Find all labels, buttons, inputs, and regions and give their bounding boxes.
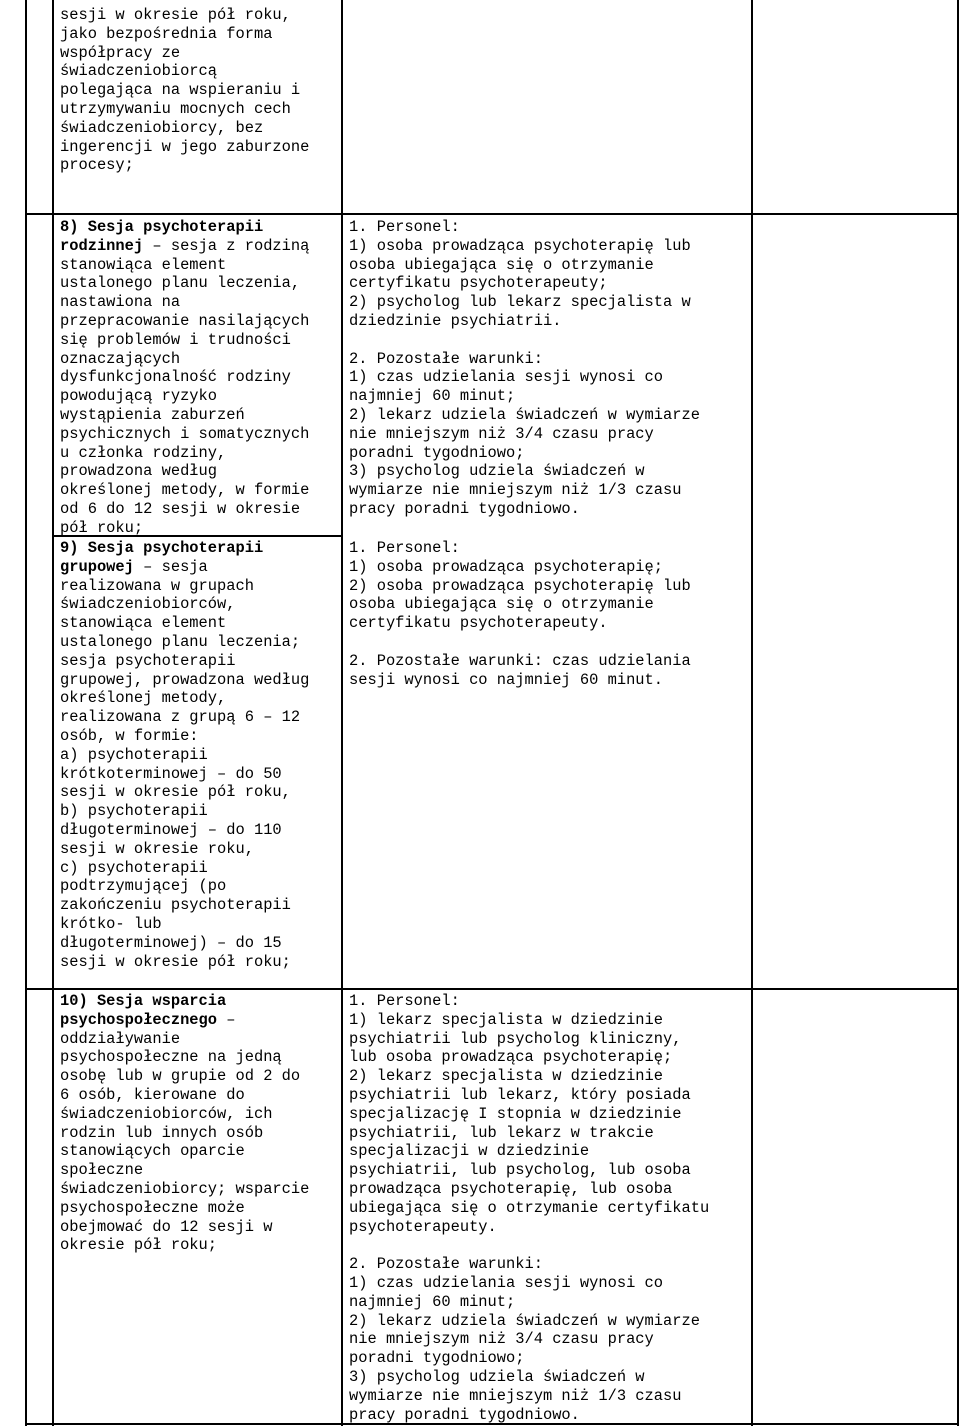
text-line [60, 368, 309, 387]
text-line [60, 1199, 309, 1218]
text-line [349, 1255, 709, 1274]
text-run: świadczeniobiorcy, bez [60, 118, 264, 137]
text-line [60, 953, 309, 972]
text-run: stanowiąca element [60, 255, 227, 274]
text-line [60, 783, 309, 802]
text-run: pracy poradni tygodniowo. [349, 499, 580, 518]
text-run: 2) lekarz specjalista w dziedzinie [349, 1067, 664, 1086]
text-run: realizowana z grupą 6 – 12 [60, 708, 301, 727]
text-line [60, 218, 309, 237]
text-run: wymiarze nie mniejszym niż 1/3 czasu [349, 481, 682, 500]
text-run: 3) psycholog udziela świadczeń w [349, 1367, 645, 1386]
text-run: ustalonego planu leczenia; [60, 632, 301, 651]
text-run: świadczeniobiorców, ich [60, 1104, 273, 1123]
text-run: dysfunkcjonalność rodziny [60, 368, 291, 387]
text-line [60, 1086, 309, 1105]
text-line [60, 633, 309, 652]
text-run: 2. Pozostałe warunki: czas udzielania [349, 651, 691, 670]
text-line [60, 1105, 309, 1124]
text-line [349, 425, 700, 444]
text-run: 1. Personel: [349, 539, 460, 557]
text-line [349, 481, 700, 500]
text-line [60, 1142, 309, 1161]
text-line [60, 237, 309, 256]
text-line [349, 1161, 709, 1180]
text-run: 1. Personel: [349, 992, 460, 1010]
text-run: pół roku; [60, 518, 144, 537]
row-2-description [60, 218, 309, 538]
text-run: długoterminowej) – do 15 [60, 933, 282, 952]
text-run: – [217, 1010, 236, 1029]
text-line [60, 6, 309, 25]
text-line [349, 1105, 709, 1124]
text-line [60, 500, 309, 519]
text-line [349, 256, 700, 275]
text-run: 2) lekarz udziela świadczeń w wymiarze [349, 405, 700, 424]
text-line [60, 1180, 309, 1199]
text-run: prowadzona według [60, 462, 218, 481]
text-line [349, 368, 700, 387]
text-line [60, 614, 309, 633]
text-line [349, 595, 691, 614]
text-run: 3) psycholog udziela świadczeń w [349, 462, 645, 481]
text-line [60, 350, 309, 369]
text-run: zakończeniu psychoterapii [60, 896, 291, 915]
text-line [349, 1387, 709, 1406]
text-line [349, 671, 691, 690]
text-line [349, 331, 700, 350]
text-line [60, 119, 309, 138]
text-run: sesji wynosi co najmniej 60 minut. [349, 670, 664, 689]
text-run: ingerencji w jego zaburzone [60, 137, 310, 156]
text-run: 2) psycholog lub lekarz specjalista w [349, 293, 691, 312]
text-run: osoba ubiegająca się o otrzymanie [349, 255, 654, 274]
text-run: rodzin lub innych osób [60, 1123, 264, 1142]
text-run: oddziaływanie [60, 1029, 181, 1048]
text-line [349, 992, 709, 1011]
text-line [60, 708, 309, 727]
text-line [60, 156, 309, 175]
text-line [60, 1161, 309, 1180]
text-run: realizowana w grupach [60, 576, 254, 595]
text-line [349, 577, 691, 596]
text-run: stanowiąca element [60, 614, 227, 633]
text-line [60, 652, 309, 671]
text-line [349, 1086, 709, 1105]
text-line [349, 462, 700, 481]
text-line [349, 237, 700, 256]
text-run: osoba ubiegająca się o otrzymanie [349, 595, 654, 614]
text-line [349, 652, 691, 671]
text-run: nastawiona na [60, 293, 181, 312]
text-line [60, 293, 309, 312]
text-run: krótkoterminowej – do 50 [60, 764, 282, 783]
text-line [60, 558, 309, 577]
text-line [60, 1048, 309, 1067]
text-line [349, 1030, 709, 1049]
text-run: psychoterapeuty. [349, 1217, 497, 1236]
text-line [60, 387, 309, 406]
text-line [349, 558, 691, 577]
text-run: przepracowanie nasilających [60, 311, 310, 330]
text-line [60, 1011, 309, 1030]
text-line [60, 25, 309, 44]
text-line [60, 934, 309, 953]
text-line [60, 81, 309, 100]
text-line [60, 577, 309, 596]
text-run: 1) czas udzielania sesji wynosi co [349, 368, 664, 387]
text-run: wymiarze nie mniejszym niż 1/3 czasu [349, 1386, 682, 1405]
text-line [60, 1124, 309, 1143]
text-run: 1) osoba prowadząca psychoterapię lub [349, 236, 691, 255]
text-run: a) psychoterapii [60, 745, 208, 764]
text-run: ubiegająca się o otrzymanie certyfikatu [349, 1198, 710, 1217]
text-run: specjalizacji w dziedzinie [349, 1142, 590, 1161]
text-line [349, 1011, 709, 1030]
text-run: 1. Personel: [349, 218, 460, 236]
text-run: długoterminowej – do 110 [60, 820, 282, 839]
text-line [349, 1180, 709, 1199]
text-line [60, 274, 309, 293]
text-run: sesji w okresie roku, [60, 839, 254, 858]
text-line [60, 689, 309, 708]
text-line [60, 1030, 309, 1049]
bold-term: grupowej [60, 557, 134, 576]
text-line [60, 444, 309, 463]
text-line [349, 1067, 709, 1086]
text-line [349, 312, 700, 331]
text-run: – sesja z rodziną [143, 236, 310, 255]
text-line [60, 859, 309, 878]
text-line [349, 444, 700, 463]
text-run: 2) osoba prowadząca psychoterapię lub [349, 576, 691, 595]
text-line [349, 1142, 709, 1161]
text-line [60, 915, 309, 934]
text-run: b) psychoterapii [60, 802, 208, 821]
text-run: psychospołeczne na jedną [60, 1048, 282, 1067]
text-run: certyfikatu psychoterapeuty. [349, 614, 608, 633]
text-run: – sesja [133, 557, 208, 576]
text-run: wystąpienia zaburzeń [60, 405, 245, 424]
text-run: 2. Pozostałe warunki: [349, 1255, 543, 1274]
text-line [60, 100, 309, 119]
text-run: psychiatrii, lub psycholog, lub osoba [349, 1161, 691, 1180]
row-3-requirements [349, 539, 691, 689]
text-run: 1) czas udzielania sesji wynosi co [349, 1273, 664, 1292]
text-line [60, 481, 309, 500]
text-run: osobę lub w grupie od 2 do [60, 1067, 301, 1086]
text-run: podtrzymującej (po [60, 877, 227, 896]
text-line [60, 765, 309, 784]
text-run: psychospołeczne może [60, 1198, 245, 1217]
text-line [60, 312, 309, 331]
bold-term: psychospołecznego [60, 1010, 218, 1029]
text-run: sesji w okresie pół roku, [60, 6, 291, 24]
text-line [60, 1236, 309, 1255]
row-divider-3 [25, 988, 959, 990]
text-run: utrzymywaniu mocnych cech [60, 99, 291, 118]
text-line [60, 896, 309, 915]
text-run: określonej metody, [60, 689, 227, 708]
text-line [349, 614, 691, 633]
text-line [60, 1067, 309, 1086]
text-run: świadczeniobiorcą [60, 62, 218, 81]
text-run: powodującą ryzyko [60, 387, 218, 406]
text-line [60, 138, 309, 157]
text-line [349, 1293, 709, 1312]
text-run: stanowiących oparcie [60, 1142, 245, 1161]
text-line [60, 62, 309, 81]
text-run: pracy poradni tygodniowo. [349, 1405, 580, 1424]
text-run: 2. Pozostałe warunki: [349, 349, 543, 368]
row-4-requirements [349, 992, 709, 1424]
text-run: świadczeniobiorców, [60, 595, 236, 614]
text-run: prowadząca psychoterapię, lub osoba [349, 1179, 673, 1198]
text-run: dziedzinie psychiatrii. [349, 311, 562, 330]
row-3-description [60, 539, 309, 971]
text-line [349, 274, 700, 293]
text-run: 6 osób, kierowane do [60, 1085, 245, 1104]
text-line [60, 256, 309, 275]
text-line [349, 1368, 709, 1387]
text-run: psychiatrii lub psycholog kliniczny, [349, 1029, 682, 1048]
text-line [60, 1218, 309, 1237]
text-line [60, 462, 309, 481]
row-divider-1 [25, 213, 959, 215]
text-line [60, 539, 309, 558]
text-line [349, 1199, 709, 1218]
row-2-requirements [349, 218, 700, 519]
bold-term: 8) Sesja psychoterapii [60, 218, 264, 236]
text-line [60, 425, 309, 444]
text-line [60, 727, 309, 746]
text-run: od 6 do 12 sesji w okresie [60, 499, 301, 518]
text-run: 1) osoba prowadząca psychoterapię; [349, 557, 664, 576]
text-run: poradni tygodniowo; [349, 443, 525, 462]
text-line [60, 595, 309, 614]
text-run: psychicznych i somatycznych [60, 424, 310, 443]
text-run: psychiatrii lub lekarz, który posiada [349, 1085, 691, 1104]
text-line [349, 1349, 709, 1368]
bold-term: 9) Sesja psychoterapii [60, 539, 264, 557]
text-run: współpracy ze [60, 43, 181, 62]
text-line [60, 802, 309, 821]
text-run: jako bezpośrednia forma [60, 24, 273, 43]
text-line [60, 992, 309, 1011]
text-run: nie mniejszym niż 3/4 czasu pracy [349, 1330, 654, 1349]
text-line [349, 1048, 709, 1067]
text-run: poradni tygodniowo; [349, 1349, 525, 1368]
text-run: określonej metody, w formie [60, 481, 310, 500]
text-run: okresie pół roku; [60, 1236, 218, 1255]
text-line [60, 746, 309, 765]
text-line [349, 500, 700, 519]
text-line [60, 406, 309, 425]
text-line [349, 1312, 709, 1331]
text-run: oznaczających [60, 349, 181, 368]
text-run: sesji w okresie pół roku, [60, 783, 291, 802]
text-run: nie mniejszym niż 3/4 czasu pracy [349, 424, 654, 443]
text-run: 2) lekarz udziela świadczeń w wymiarze [349, 1311, 700, 1330]
text-line [349, 387, 700, 406]
text-line [349, 406, 700, 425]
text-line [60, 519, 309, 538]
text-run: procesy; [60, 156, 134, 175]
text-run: społeczne [60, 1161, 144, 1180]
text-line [60, 840, 309, 859]
text-run: psychiatrii, lub lekarz w trakcie [349, 1123, 654, 1142]
text-run: się problemów i trudności [60, 330, 291, 349]
row-1-description [60, 6, 309, 175]
text-run: 1) lekarz specjalista w dziedzinie [349, 1010, 664, 1029]
text-run: świadczeniobiorcy; wsparcie [60, 1179, 310, 1198]
text-run: specjalizację I stopnia w dziedzinie [349, 1104, 682, 1123]
text-run: polegająca na wspieraniu i [60, 81, 301, 100]
bold-term: 10) Sesja wsparcia [60, 992, 227, 1010]
text-line [349, 1236, 709, 1255]
text-run: sesji w okresie pół roku; [60, 952, 291, 971]
text-line [349, 539, 691, 558]
text-line [349, 1274, 709, 1293]
text-line [349, 1406, 709, 1425]
text-line [349, 1218, 709, 1237]
row-4-description [60, 992, 309, 1255]
text-line [349, 218, 700, 237]
text-run: sesja psychoterapii [60, 651, 236, 670]
text-run: krótko- lub [60, 914, 162, 933]
text-line [60, 331, 309, 350]
text-run: grupowej, prowadzona według [60, 670, 310, 689]
bold-term: rodzinnej [60, 236, 144, 255]
text-run: osób, w formie: [60, 726, 199, 745]
text-run: obejmować do 12 sesji w [60, 1217, 273, 1236]
text-run: najmniej 60 minut; [349, 1292, 516, 1311]
text-run: certyfikatu psychoterapeuty; [349, 274, 608, 293]
text-line [349, 350, 700, 369]
text-line [60, 821, 309, 840]
text-run: lub osoba prowadząca psychoterapię; [349, 1048, 673, 1067]
text-line [349, 1124, 709, 1143]
text-line [349, 633, 691, 652]
text-run: ustalonego planu leczenia, [60, 274, 301, 293]
text-run: c) psychoterapii [60, 858, 208, 877]
text-line [60, 44, 309, 63]
text-run: najmniej 60 minut; [349, 387, 516, 406]
text-line [60, 671, 309, 690]
text-line [349, 1330, 709, 1349]
text-line [349, 293, 700, 312]
text-line [60, 877, 309, 896]
text-run: u członka rodziny, [60, 443, 227, 462]
